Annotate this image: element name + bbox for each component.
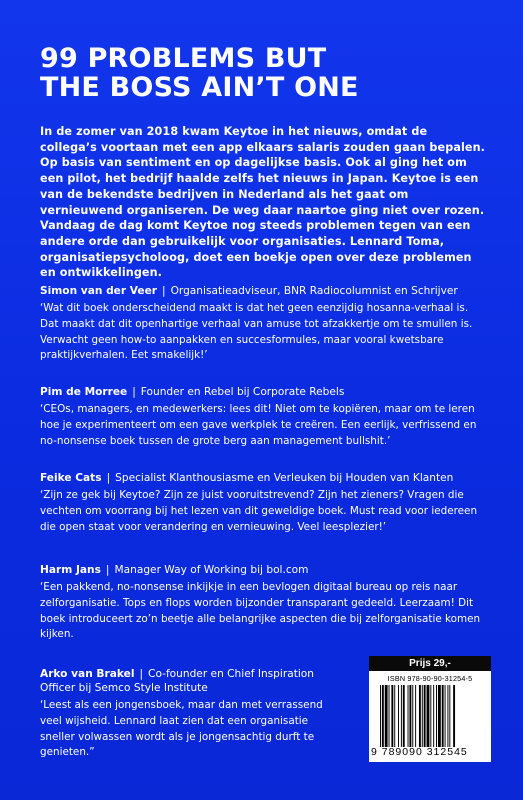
- review-quote: ‘Zijn ze gek bij Keytoe? Zijn ze juist vooruitstrevend? Zijn het zieners? Vragen die vechten om voorrang bij het lezen van dit geweldige boek. Must read voor iedereen die open staat voor verandering en vernieuwing. Veel leesplezier!’: [40, 489, 478, 533]
- reviewer-name: Pim de Morree: [40, 386, 128, 398]
- review-arko-van-brakel: [40, 667, 340, 761]
- intro-text: In de zomer van 2018 kwam Keytoe in het nieuws, omdat de collega’s voortaan met een app elkaars salaris zouden gaan bepalen. Op basis van sentiment en op dagelijkse basis. Ook al ging het om een pilot, het bedrijf haalde zelfs het nieuws in Japan. Keytoe is een van de bekendste bedrijven in Nederland als het gaat om vernieuwend organiseren. De weg daar naartoe ging niet over rozen. Vandaag de dag komt Keytoe nog steeds problemen tegen van een andere orde dan gebruikelijk voor organisaties. Lennard Toma, organisatiepsycholoog, doet een boekje open over deze problemen en ontwikkelingen.: [40, 125, 486, 280]
- review-header: [40, 284, 488, 298]
- separator: |: [132, 386, 136, 398]
- barcode-icon: [379, 685, 487, 747]
- reviewer-name: Harm Jans: [40, 564, 101, 576]
- review-feike-cats: [40, 471, 488, 535]
- review-quote: ‘CEOs, managers, en medewerkers: lees dit! Niet om te kopiëren, maar om te leren hoe je experimenteert om een gave werkplek te creëren. Een eerlijk, verfrissend en no-nonsense boek tussen de grote berg aan management bullshit.’: [40, 403, 477, 447]
- review-quote: ‘Leest als een jongensboek, maar dan met verrassend veel wijsheid. Lennard laat zien dat een organisatie sneller volwassen wordt als je jongensachtig durft te genieten.”: [40, 699, 323, 759]
- review-quote: ‘Wat dit boek onderscheidend maakt is dat het geen eenzijdig hosanna-verhaal is. Dat maakt dat dit openhartige verhaal van amuse tot afzakkertje om te smullen is. Verwacht geen how-to aanpakken en succesformules, maar vooral kwetsbare praktijkverhalen. Eet smakelijk!’: [40, 302, 473, 362]
- reviewer-role: Founder en Rebel bij Corporate Rebels: [140, 386, 345, 398]
- review-header: [40, 667, 340, 695]
- isbn-number: ISBN 978-90-90-31254-5: [387, 674, 473, 683]
- review-quote: ‘Een pakkend, no-nonsense inkijkje in een bevlogen digitaal bureau op reis naar zelforganisatie. Tops en flops worden bijzonder transparant gedeeld. Leerzaam! Dit boek introduceert zo’n beetje alle belangrijke aspecten die bij zelforganisatie komen kijken.: [40, 581, 481, 641]
- reviewer-name: Arko van Brakel: [40, 668, 135, 680]
- reviewer-role: Co-founder en Chief Inspiration Officer bij Semco Style Institute: [40, 668, 314, 694]
- separator: |: [106, 472, 111, 484]
- reviewer-name: Feike Cats: [40, 472, 102, 484]
- review-harm-jans: [40, 563, 488, 643]
- book-title: [40, 44, 480, 102]
- reviewer-role: Organisatieadviseur, BNR Radiocolumnist en Schrijver: [170, 285, 458, 297]
- title-line-2: THE BOSS AIN’T ONE: [40, 72, 359, 103]
- separator: |: [139, 668, 144, 680]
- review-simon-van-der-veer: [40, 284, 488, 364]
- reviewer-role: Manager Way of Working bij bol.com: [114, 564, 309, 576]
- review-header: [40, 471, 488, 485]
- reviewer-name: Simon van der Veer: [40, 285, 157, 297]
- barcode-digits: 9 789090 312545: [371, 746, 468, 758]
- review-header: [40, 385, 488, 399]
- price-barcode-box: [369, 656, 491, 762]
- review-pim-de-morree: [40, 385, 488, 449]
- separator: |: [105, 564, 110, 576]
- review-header: [40, 563, 488, 577]
- price-label: Prijs 29,-: [369, 656, 491, 671]
- reviewer-role: Specialist Klanthousiasme en Verleuken bij Houden van Klanten: [115, 472, 454, 484]
- title-line-1: 99 PROBLEMS BUT: [40, 43, 327, 74]
- separator: |: [162, 285, 166, 297]
